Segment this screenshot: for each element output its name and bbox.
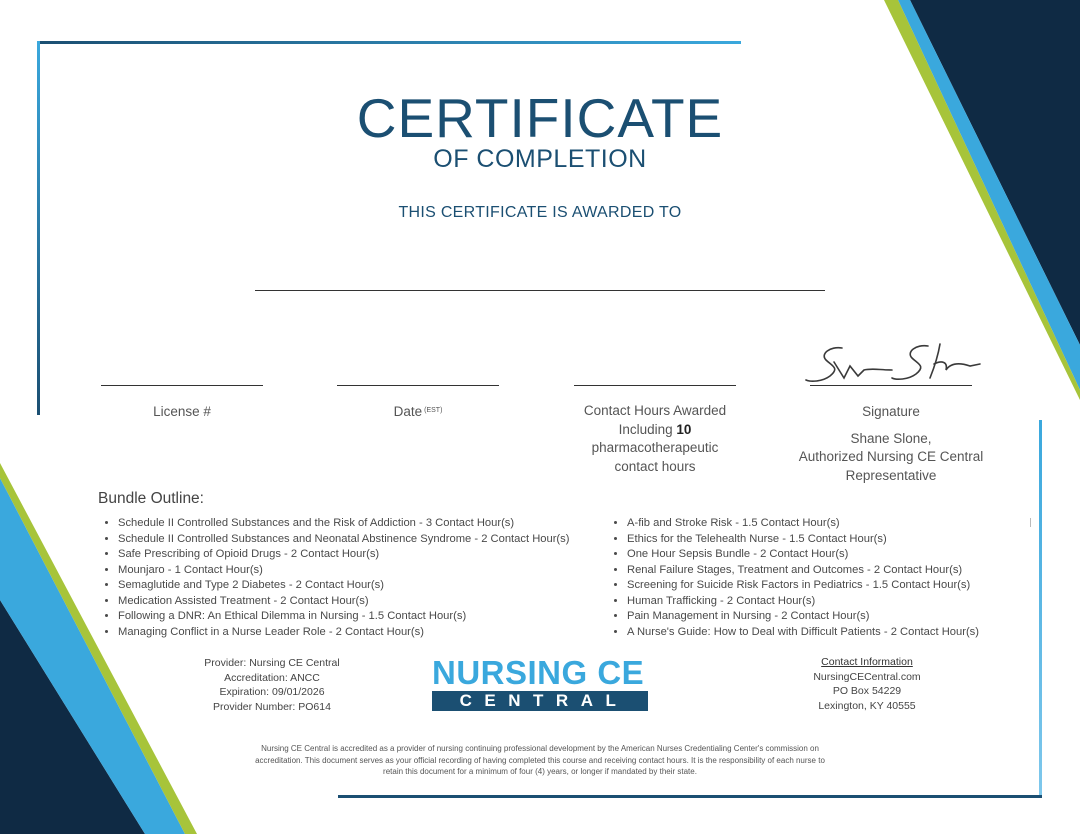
contact-website: NursingCECentral.com: [813, 670, 921, 683]
contact-hours-line4: contact hours: [614, 458, 696, 474]
signature-label-text: Signature: [862, 404, 920, 419]
contact-hours-line: [574, 385, 736, 386]
contact-info: [742, 655, 992, 713]
signer-title-line2: Representative: [845, 467, 937, 483]
nursing-ce-central-logo: [432, 656, 648, 711]
provider-expiration: Expiration: 09/01/2026: [219, 686, 325, 698]
contact-city: Lexington, KY 40555: [818, 699, 916, 712]
license-label-text: License #: [153, 404, 211, 419]
recipient-name-line: [255, 290, 825, 291]
handwritten-signature: [800, 340, 985, 388]
license-label: [101, 403, 263, 422]
contact-hours-line1: Contact Hours Awarded: [583, 403, 727, 418]
provider-accreditation: Accreditation: ANCC: [224, 671, 320, 684]
signer-name: Shane Slone,: [850, 430, 932, 446]
contact-hours-line2: Including 10: [618, 421, 692, 437]
license-line: [101, 385, 263, 386]
bundle-course-item: • Following a DNR: An Ethical Dilemma in Nursing - 1.5 Contact Hour(s): [118, 609, 569, 625]
frame-right-line: [1039, 420, 1042, 798]
logo-top-text: NURSING CE: [432, 654, 645, 691]
date-label-text: Date: [393, 404, 423, 419]
bundle-course-item: • Managing Conflict in a Nurse Leader Role - 2 Contact Hour(s): [118, 625, 569, 641]
certificate-subtitle: OF COMPLETION: [433, 145, 647, 173]
provider-number: Provider Number: PO614: [213, 700, 331, 713]
logo-bottom-text: CENTRAL: [432, 691, 648, 711]
pharmacotherapeutic-hours-count: 10: [676, 421, 692, 437]
contact-po-box: PO Box 54229: [832, 685, 902, 697]
bundle-course-item: • Ethics for the Telehealth Nurse - 1.5 Contact Hour(s): [627, 532, 979, 548]
certificate-title: CERTIFICATE: [356, 87, 724, 149]
date-line: [337, 385, 499, 386]
signer-title-line1: Authorized Nursing CE Central: [798, 449, 984, 464]
bundle-course-item: • Safe Prescribing of Opioid Drugs - 2 Contact Hour(s): [118, 547, 569, 563]
bundle-course-item: • Screening for Suicide Risk Factors in Pediatrics - 1.5 Contact Hour(s): [627, 578, 979, 594]
frame-right-tick: [1030, 518, 1031, 527]
bundle-course-item: • Pain Management in Nursing - 2 Contact Hour(s): [627, 609, 979, 625]
date-label: [337, 403, 499, 422]
bundle-course-item: • Mounjaro - 1 Contact Hour(s): [118, 563, 569, 579]
bundle-list-right: [607, 516, 979, 640]
bundle-course-item: • Semaglutide and Type 2 Diabetes - 2 Contact Hour(s): [118, 578, 569, 594]
date-timezone: (EST): [424, 407, 443, 414]
awarded-to-label: THIS CERTIFICATE IS AWARDED TO: [398, 204, 682, 221]
bundle-course-item: • Renal Failure Stages, Treatment and Outcomes - 2 Contact Hour(s): [627, 563, 979, 579]
accreditation-disclaimer: Nursing CE Central is accredited as a provider of nursing continuing professional development by the American Nurses Credentialing Center's commission on accreditation. This document serves as your official recording of having completed this course and receiving contact hours. It is the responsibility of each nurse to retain this document for a minimum of four (4) years, or longer if mandated by their state.: [255, 744, 825, 776]
bundle-list-left: [98, 516, 569, 640]
bundle-course-item: • A-fib and Stroke Risk - 1.5 Contact Hour(s): [627, 516, 979, 532]
bundle-course-item: • Medication Assisted Treatment - 2 Contact Hour(s): [118, 594, 569, 610]
bundle-outline-heading: Bundle Outline:: [98, 490, 204, 507]
bundle-course-item: • Human Trafficking - 2 Contact Hour(s): [627, 594, 979, 610]
bundle-course-item: • Schedule II Controlled Substances and Neonatal Abstinence Syndrome - 2 Contact Hour(s): [118, 532, 569, 548]
provider-name: Provider: Nursing CE Central: [204, 657, 340, 669]
bundle-course-item: • A Nurse's Guide: How to Deal with Difficult Patients - 2 Contact Hour(s): [627, 625, 979, 641]
contact-heading: Contact Information: [821, 656, 913, 668]
contact-hours-line3: pharmacotherapeutic: [591, 440, 719, 455]
bundle-course-item: • Schedule II Controlled Substances and the Risk of Addiction - 3 Contact Hour(s): [118, 516, 569, 532]
contact-hours-label: [564, 402, 746, 476]
signature-label: [785, 403, 997, 485]
frame-bottom-line: [338, 795, 1042, 798]
frame-top-line: [38, 41, 741, 44]
bundle-course-item: • One Hour Sepsis Bundle - 2 Contact Hour(s): [627, 547, 979, 563]
provider-info: [172, 656, 372, 714]
